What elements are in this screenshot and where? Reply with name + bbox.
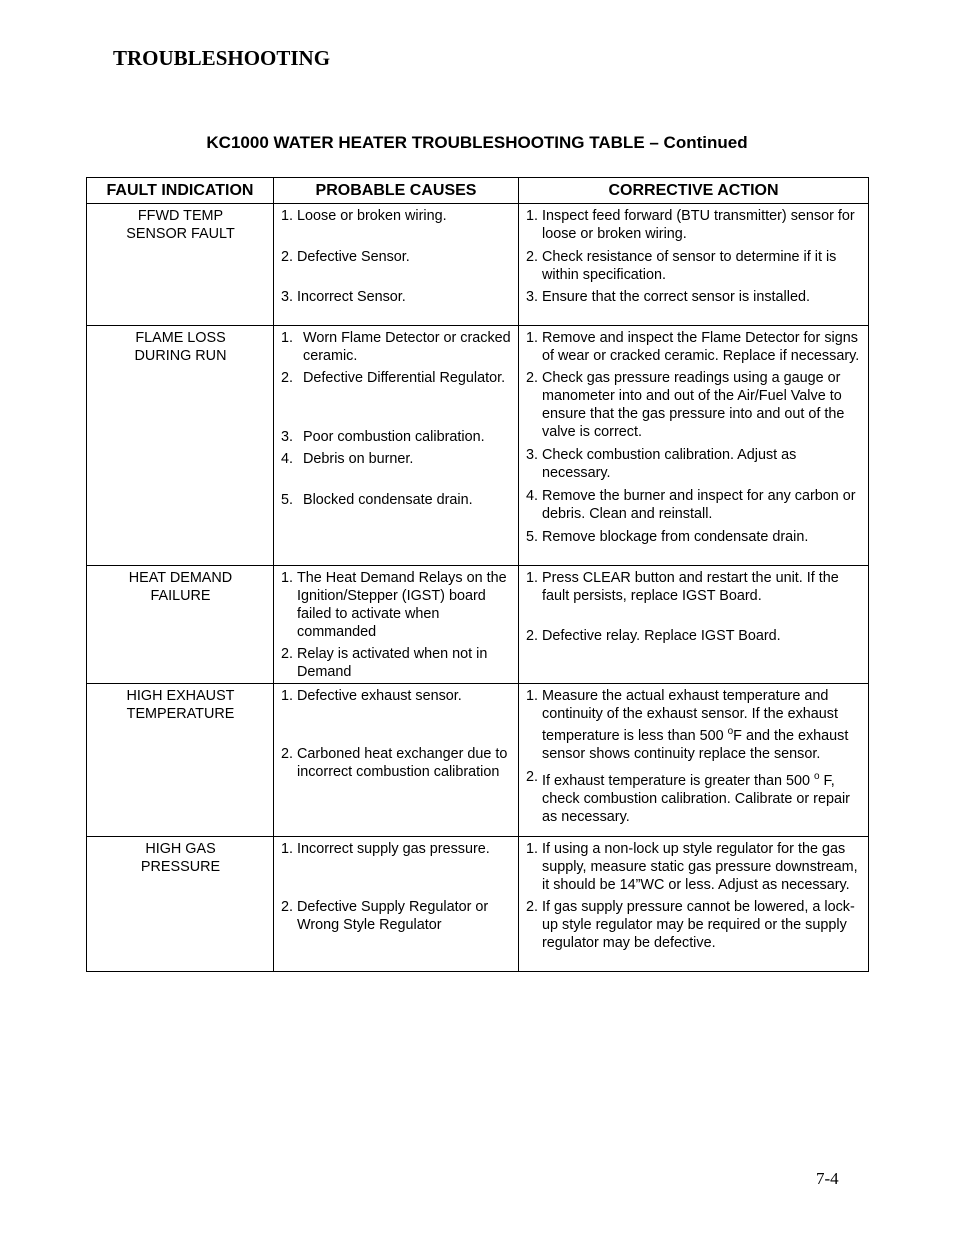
item-text: Defective Sensor. — [297, 249, 410, 265]
item-number: 2. — [281, 249, 297, 265]
cause-item — [281, 645, 512, 681]
item-number: 2. — [281, 370, 294, 386]
item-text — [542, 687, 862, 763]
item-text: Poor combustion calibration. — [303, 429, 485, 445]
probable-causes-cell — [274, 684, 519, 837]
degree-superscript: o — [813, 770, 820, 782]
item-text: Press CLEAR button and restart the unit. If the fault persists, replace IGST Board. — [542, 570, 839, 604]
item-number: 1. — [526, 330, 542, 346]
item-text: Blocked condensate drain. — [303, 492, 473, 508]
item-number: 1. — [281, 208, 297, 224]
item-number: 1. — [526, 570, 542, 586]
fault-indication-cell — [87, 837, 274, 972]
corrective-action-cell — [519, 566, 869, 684]
item-text: Remove and inspect the Flame Detector for signs of wear or cracked ceramic. Replace if necessary. — [542, 330, 860, 364]
item-text: Defective relay. Replace IGST Board. — [542, 628, 781, 644]
troubleshooting-table — [86, 177, 869, 972]
fault-indication-cell — [87, 204, 274, 326]
fault-line: FFWD TEMP — [137, 208, 224, 224]
item-text: Debris on burner. — [303, 451, 414, 467]
item-number: 2. — [526, 768, 542, 785]
item-number: 1. — [281, 688, 297, 704]
item-number: 4. — [281, 451, 294, 467]
item-text: Defective Differential Regulator. — [303, 370, 506, 386]
fault-indication-cell — [87, 326, 274, 566]
action-item — [526, 248, 862, 284]
item-number: 2. — [526, 249, 542, 265]
table-row — [87, 837, 869, 972]
item-text-part: F and the exhaust sensor shows continuity replace the sensor. — [542, 727, 849, 762]
item-text: If gas supply pressure cannot be lowered, a lock-up style regulator may be required or the supply regulator may be defective. — [542, 899, 855, 951]
item-text: Remove the burner and inspect for any carbon or debris. Clean and reinstall. — [542, 488, 856, 522]
cause-item — [281, 491, 512, 509]
item-number: 1. — [281, 841, 297, 857]
action-item — [526, 369, 862, 441]
item-number: 2. — [526, 899, 542, 915]
cause-item — [281, 207, 512, 225]
item-text: Incorrect supply gas pressure. — [297, 841, 490, 857]
probable-causes-cell — [274, 566, 519, 684]
cause-item — [281, 248, 512, 266]
cause-item — [281, 687, 512, 705]
page-number: 7-4 — [816, 1169, 839, 1188]
cause-item — [281, 288, 512, 306]
action-item — [526, 768, 862, 826]
item-text — [542, 768, 862, 826]
corrective-action-cell — [519, 837, 869, 972]
item-number: 5. — [281, 492, 294, 508]
table-row — [87, 566, 869, 684]
corrective-action-cell — [519, 684, 869, 837]
fault-line: SENSOR FAULT — [126, 226, 235, 242]
fault-line: DURING RUN — [134, 348, 227, 364]
item-number: 1. — [526, 208, 542, 224]
degree-superscript: o — [727, 726, 734, 737]
item-text: Remove blockage from condensate drain. — [542, 529, 809, 545]
item-number: 2. — [526, 628, 542, 644]
action-item — [526, 840, 862, 894]
action-item — [526, 569, 862, 605]
header-probable-causes: PROBABLE CAUSES — [274, 178, 519, 204]
cause-item — [281, 569, 512, 641]
item-number: 3. — [281, 429, 294, 445]
section-title: TROUBLESHOOTING — [113, 46, 331, 70]
action-item — [526, 487, 862, 523]
action-item — [526, 687, 862, 763]
item-number: 1. — [526, 841, 542, 857]
probable-causes-cell — [274, 326, 519, 566]
item-number: 5. — [526, 529, 542, 545]
cause-item — [281, 898, 512, 934]
header-fault-indication: FAULT INDICATION — [87, 178, 274, 204]
item-number: 2. — [526, 370, 542, 386]
action-item — [526, 446, 862, 482]
item-text: Check combustion calibration. Adjust as necessary. — [542, 447, 797, 481]
table-header-row — [87, 178, 869, 204]
item-number: 2. — [281, 746, 297, 762]
action-item — [526, 288, 862, 306]
item-text-part: If exhaust temperature is greater than 500 — [542, 772, 814, 789]
cause-item — [281, 450, 512, 468]
item-number: 2. — [281, 646, 297, 662]
corrective-action-cell — [519, 326, 869, 566]
probable-causes-cell — [274, 204, 519, 326]
item-number: 3. — [281, 289, 297, 305]
fault-line: PRESSURE — [140, 859, 221, 875]
item-number: 1. — [526, 688, 542, 704]
item-text: Worn Flame Detector or cracked ceramic. — [303, 330, 511, 364]
item-text: Ensure that the correct sensor is installed. — [542, 289, 810, 305]
item-text-part: F, check combustion calibration. Calibrate or repair as necessary. — [542, 772, 850, 825]
item-text: The Heat Demand Relays on the Ignition/Stepper (IGST) board failed to activate when commanded — [297, 570, 507, 640]
fault-line: HIGH GAS — [145, 841, 216, 857]
action-item — [526, 329, 862, 365]
fault-indication-cell — [87, 684, 274, 837]
fault-line: TEMPERATURE — [126, 706, 235, 722]
cause-item — [281, 369, 512, 387]
item-text: Check resistance of sensor to determine if it is within specification. — [542, 249, 837, 283]
probable-causes-cell — [274, 837, 519, 972]
table-title: KC1000 WATER HEATER TROUBLESHOOTING TABLE – Continued — [206, 133, 748, 152]
table-row — [87, 684, 869, 837]
item-number: 3. — [526, 447, 542, 463]
item-text: Loose or broken wiring. — [297, 208, 447, 224]
action-item — [526, 528, 862, 546]
fault-line: HEAT DEMAND — [128, 570, 233, 586]
item-text: Relay is activated when not in Demand — [297, 646, 488, 680]
cause-item — [281, 428, 512, 446]
item-text: Check gas pressure readings using a gauge or manometer into and out of the Air/Fuel Valve to ensure that the gas pressure into and out of the valve is correct. — [542, 370, 845, 440]
item-number: 4. — [526, 488, 542, 504]
item-number: 3. — [526, 289, 542, 305]
table-row — [87, 326, 869, 566]
table-row — [87, 204, 869, 326]
item-number: 1. — [281, 570, 297, 586]
action-item — [526, 898, 862, 952]
corrective-action-cell — [519, 204, 869, 326]
fault-indication-cell — [87, 566, 274, 684]
item-text: Defective Supply Regulator or Wrong Style Regulator — [297, 899, 489, 933]
item-number: 2. — [281, 899, 297, 915]
fault-line: FAILURE — [150, 588, 211, 604]
action-item — [526, 207, 862, 243]
cause-item — [281, 745, 512, 781]
item-text: Defective exhaust sensor. — [297, 688, 462, 704]
fault-line: FLAME LOSS — [135, 330, 226, 346]
fault-line: HIGH EXHAUST — [126, 688, 235, 704]
item-text: Inspect feed forward (BTU transmitter) sensor for loose or broken wiring. — [542, 208, 855, 242]
cause-item — [281, 329, 512, 365]
cause-item — [281, 840, 512, 858]
item-text: Carboned heat exchanger due to incorrect combustion calibration — [297, 746, 508, 780]
item-text: Incorrect Sensor. — [297, 289, 406, 305]
item-text: If using a non-lock up style regulator for the gas supply, measure static gas pressure downstream, it should be 14”WC or less. Adjust as necessary. — [542, 841, 858, 893]
action-item — [526, 627, 862, 645]
item-text-part: Measure the actual exhaust temperature and continuity of the exhaust sensor. If the exhaust temperature is less than 500 — [542, 688, 838, 744]
item-number: 1. — [281, 330, 294, 346]
header-corrective-action: CORRECTIVE ACTION — [519, 178, 869, 204]
